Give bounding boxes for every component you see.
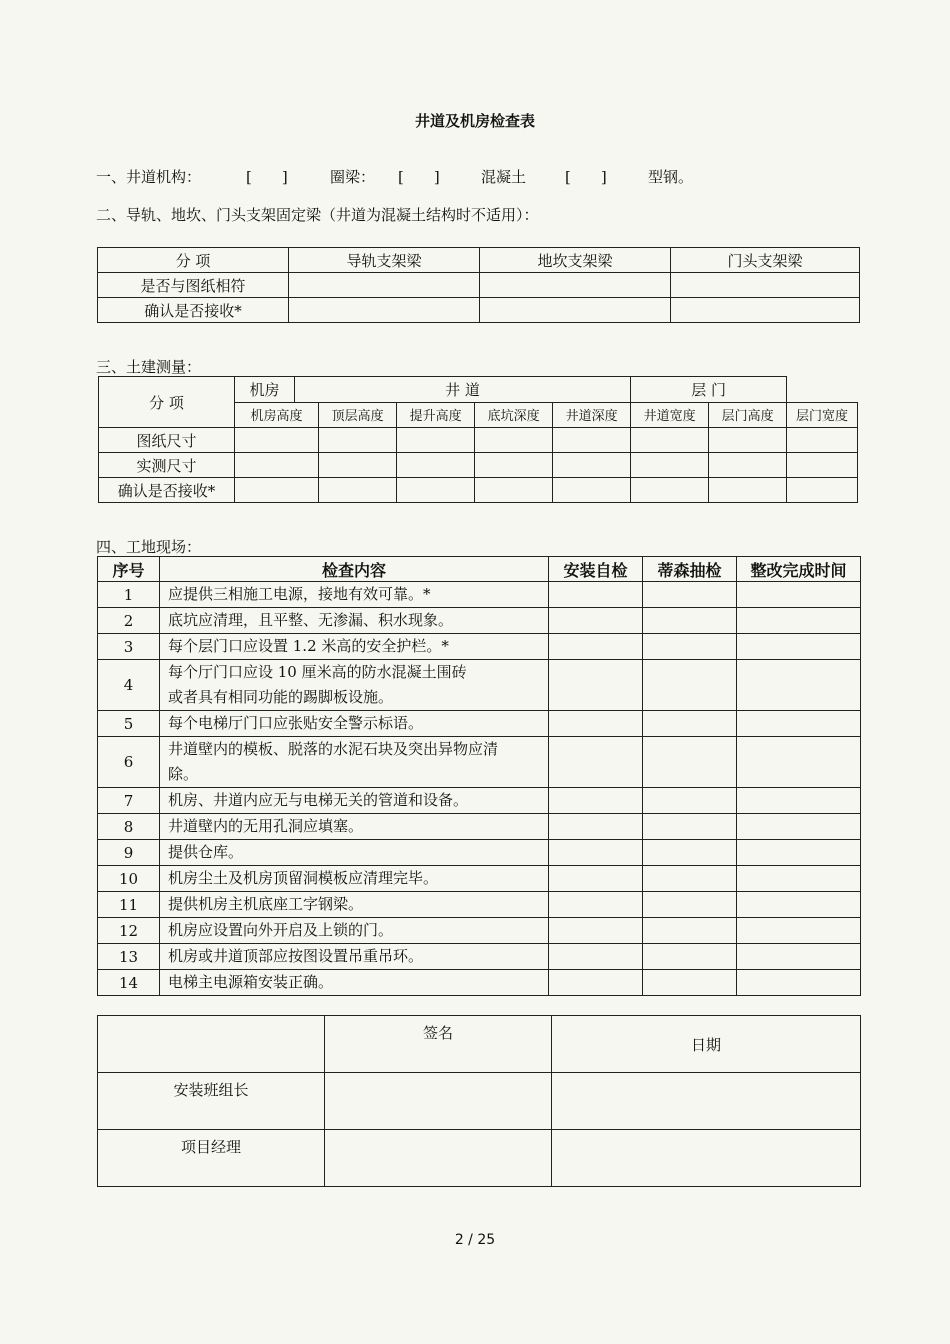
row-number: 2: [98, 608, 160, 634]
subheader: 顶层高度: [319, 402, 397, 428]
check-content: [160, 814, 549, 840]
row-number: 1: [98, 582, 160, 608]
check-content: [160, 918, 549, 944]
subheader: 层门宽度: [787, 402, 858, 428]
self-check-cell[interactable]: [549, 814, 643, 840]
thyssen-check-cell[interactable]: [643, 660, 737, 711]
thyssen-check-cell[interactable]: [643, 944, 737, 970]
table-header: 序号: [98, 557, 160, 582]
table-cell[interactable]: [475, 453, 553, 478]
table-header: 分 项: [98, 248, 289, 273]
table-row: [98, 970, 861, 996]
rectify-time-cell[interactable]: [737, 634, 861, 660]
self-check-cell[interactable]: [549, 737, 643, 788]
self-check-cell[interactable]: [549, 840, 643, 866]
rectify-time-cell[interactable]: [737, 711, 861, 737]
row-label: 项目经理: [98, 1130, 325, 1187]
table-cell[interactable]: [235, 478, 319, 503]
table-row: [98, 840, 861, 866]
subheader: 层门高度: [709, 402, 787, 428]
table-cell[interactable]: [319, 428, 397, 453]
date-cell[interactable]: [552, 1130, 861, 1187]
check-content-line: 每个厅门口应设 10 厘米高的防水混凝土围砖: [168, 663, 467, 681]
rectify-time-cell[interactable]: [737, 582, 861, 608]
row-number: 4: [98, 660, 160, 711]
check-content: [160, 788, 549, 814]
thyssen-check-cell[interactable]: [643, 582, 737, 608]
row-label: 实测尺寸: [99, 453, 235, 478]
table-cell[interactable]: [787, 478, 858, 503]
check-content-line: 机房尘土及机房顶留洞模板应清理完毕。: [168, 869, 439, 887]
row-label: 确认是否接收*: [99, 478, 235, 503]
self-check-cell[interactable]: [549, 634, 643, 660]
check-content: [160, 711, 549, 737]
check-content: [160, 737, 549, 788]
table-cell[interactable]: [480, 298, 671, 323]
bracket-checkbox-1: [ ]: [246, 168, 288, 186]
table-cell[interactable]: [671, 298, 860, 323]
site-checklist-table: [97, 556, 861, 996]
blank-header-cell: [98, 1016, 325, 1073]
check-content: [160, 608, 549, 634]
table-cell[interactable]: [787, 453, 858, 478]
subheader: 井道宽度: [631, 402, 709, 428]
table-row: [98, 737, 861, 788]
check-content-line: 或者具有相同功能的踢脚板设施。: [168, 688, 394, 706]
table-cell[interactable]: [631, 453, 709, 478]
check-content-line: 每个层门口应设置 1.2 米高的安全护栏。*: [168, 637, 449, 655]
row-number: 12: [98, 918, 160, 944]
page-number: 2 / 25: [454, 1232, 496, 1248]
thyssen-check-cell[interactable]: [643, 634, 737, 660]
table-cell[interactable]: [671, 273, 860, 298]
table-row: [98, 660, 861, 711]
row-number: 8: [98, 814, 160, 840]
check-content: [160, 892, 549, 918]
row-number: 7: [98, 788, 160, 814]
check-content-line: 提供仓库。: [168, 843, 244, 861]
thyssen-check-cell[interactable]: [643, 737, 737, 788]
row-label: 安装班组长: [98, 1073, 325, 1130]
rectify-time-cell[interactable]: [737, 737, 861, 788]
row-number: 9: [98, 840, 160, 866]
table-cell[interactable]: [319, 478, 397, 503]
subheader: 井道深度: [553, 402, 631, 428]
bracket-checkbox-2: [ ]: [398, 168, 440, 186]
table-row: [98, 866, 861, 892]
self-check-cell[interactable]: [549, 918, 643, 944]
self-check-cell[interactable]: [549, 944, 643, 970]
thyssen-check-cell[interactable]: [643, 892, 737, 918]
thyssen-check-cell[interactable]: [643, 866, 737, 892]
thyssen-check-cell[interactable]: [643, 608, 737, 634]
row-number: 11: [98, 892, 160, 918]
self-check-cell[interactable]: [549, 608, 643, 634]
group-landing-door: 层 门: [631, 377, 787, 403]
table-cell[interactable]: [709, 428, 787, 453]
table-cell[interactable]: [787, 428, 858, 453]
check-content: [160, 660, 549, 711]
thyssen-check-cell[interactable]: [643, 918, 737, 944]
row-number: 14: [98, 970, 160, 996]
table-cell[interactable]: [319, 453, 397, 478]
table-header: 检查内容: [160, 557, 549, 582]
page-title: 井道及机房检查表: [414, 112, 535, 130]
signature-table: [97, 1015, 861, 1187]
table-cell[interactable]: [235, 428, 319, 453]
thyssen-check-cell[interactable]: [643, 711, 737, 737]
subheader: 机房高度: [235, 402, 319, 428]
rectify-time-cell[interactable]: [737, 840, 861, 866]
table-cell[interactable]: [553, 428, 631, 453]
rectify-time-cell[interactable]: [737, 788, 861, 814]
table-row: [98, 918, 861, 944]
date-cell[interactable]: [552, 1073, 861, 1130]
row-label: 是否与图纸相符: [98, 273, 289, 298]
thyssen-check-cell[interactable]: [643, 814, 737, 840]
check-content-line: 应提供三相施工电源，接地有效可靠。*: [168, 585, 431, 603]
rectify-time-cell[interactable]: [737, 918, 861, 944]
table-header: 地坎支架梁: [480, 248, 671, 273]
check-content-line: 每个电梯厅门口应张贴安全警示标语。: [168, 714, 424, 732]
self-check-cell[interactable]: [549, 711, 643, 737]
table-cell[interactable]: [553, 453, 631, 478]
self-check-cell[interactable]: [549, 582, 643, 608]
table-row: [98, 711, 861, 737]
check-content: [160, 866, 549, 892]
bracket-checkbox-3: [ ]: [565, 168, 607, 186]
group-shaft: 井 道: [295, 377, 631, 403]
rectify-time-cell[interactable]: [737, 866, 861, 892]
rectify-time-cell[interactable]: [737, 608, 861, 634]
check-content-line: 提供机房主机底座工字钢梁。: [168, 895, 364, 913]
table-cell[interactable]: [397, 453, 475, 478]
check-content-line: 机房或井道顶部应按图设置吊重吊环。: [168, 947, 424, 965]
bracket-beam-table: [97, 247, 860, 323]
check-content-line: 机房应设置向外开启及上锁的门。: [168, 921, 394, 939]
signature-cell[interactable]: [325, 1073, 552, 1130]
table-header: 导轨支架梁: [289, 248, 480, 273]
check-content-line: 机房、井道内应无与电梯无关的管道和设备。: [168, 791, 469, 809]
table-row: [98, 788, 861, 814]
table-row: [98, 582, 861, 608]
thyssen-check-cell[interactable]: [643, 970, 737, 996]
check-content-line: 除。: [168, 765, 199, 783]
table-cell[interactable]: [709, 453, 787, 478]
check-content: [160, 944, 549, 970]
table-header: 蒂森抽检: [643, 557, 737, 582]
check-content: [160, 582, 549, 608]
table-cell[interactable]: [709, 478, 787, 503]
table-row: [98, 814, 861, 840]
table-cell[interactable]: [289, 298, 480, 323]
section2-label: 二、导轨、地坎、门头支架固定梁（井道为混凝土结构时不适用）：: [96, 206, 539, 224]
steel-label: 型钢。: [648, 168, 694, 186]
table-cell[interactable]: [480, 273, 671, 298]
table-cell[interactable]: [289, 273, 480, 298]
rectify-time-cell[interactable]: [737, 814, 861, 840]
rectify-time-cell[interactable]: [737, 944, 861, 970]
thyssen-check-cell[interactable]: [643, 840, 737, 866]
table-row: [98, 608, 861, 634]
section4-label: 四、工地现场：: [96, 538, 202, 556]
signature-cell[interactable]: [325, 1130, 552, 1187]
table-header: 整改完成时间: [737, 557, 861, 582]
row-number: 5: [98, 711, 160, 737]
check-content-line: 电梯主电源箱安装正确。: [168, 973, 334, 991]
row-label: 图纸尺寸: [99, 428, 235, 453]
check-content: [160, 970, 549, 996]
self-check-cell[interactable]: [549, 788, 643, 814]
check-content-line: 井道壁内的无用孔洞应填塞。: [168, 817, 364, 835]
ring-beam-label: 圈梁：: [330, 168, 376, 186]
table-row: [98, 634, 861, 660]
checklist-body: [98, 582, 861, 996]
table-header: 安装自检: [549, 557, 643, 582]
table-row: [98, 944, 861, 970]
group-machine-room: 机房: [235, 377, 295, 403]
subheader: 底坑深度: [475, 402, 553, 428]
concrete-label: 混凝土: [481, 168, 527, 186]
self-check-cell[interactable]: [549, 892, 643, 918]
rectify-time-cell[interactable]: [737, 970, 861, 996]
row-number: 10: [98, 866, 160, 892]
section1-label: 一、井道机构：: [96, 168, 202, 186]
check-content: [160, 634, 549, 660]
table-cell[interactable]: [397, 478, 475, 503]
table-cell[interactable]: [235, 453, 319, 478]
table-cell[interactable]: [553, 478, 631, 503]
measurement-table: [98, 376, 858, 503]
self-check-cell[interactable]: [549, 660, 643, 711]
section3-label: 三、土建测量：: [96, 358, 202, 376]
table-cell[interactable]: [475, 478, 553, 503]
table-cell[interactable]: [631, 428, 709, 453]
thyssen-check-cell[interactable]: [643, 788, 737, 814]
rectify-time-cell[interactable]: [737, 892, 861, 918]
row-number: 6: [98, 737, 160, 788]
table-cell[interactable]: [631, 478, 709, 503]
table-cell[interactable]: [397, 428, 475, 453]
rectify-time-cell[interactable]: [737, 660, 861, 711]
table-row: [98, 892, 861, 918]
row-number: 3: [98, 634, 160, 660]
check-content-line: 底坑应清理，且平整、无渗漏、积水现象。: [168, 611, 454, 629]
table-header: 门头支架梁: [671, 248, 860, 273]
date-header: 日期: [552, 1016, 861, 1073]
check-content: [160, 840, 549, 866]
table-header: 分 项: [99, 377, 235, 428]
self-check-cell[interactable]: [549, 970, 643, 996]
check-content-line: 井道壁内的模板、脱落的水泥石块及突出异物应清: [168, 740, 499, 758]
row-number: 13: [98, 944, 160, 970]
subheader: 提升高度: [397, 402, 475, 428]
self-check-cell[interactable]: [549, 866, 643, 892]
row-label: 确认是否接收*: [98, 298, 289, 323]
table-cell[interactable]: [475, 428, 553, 453]
sign-header: 签名: [325, 1016, 552, 1073]
